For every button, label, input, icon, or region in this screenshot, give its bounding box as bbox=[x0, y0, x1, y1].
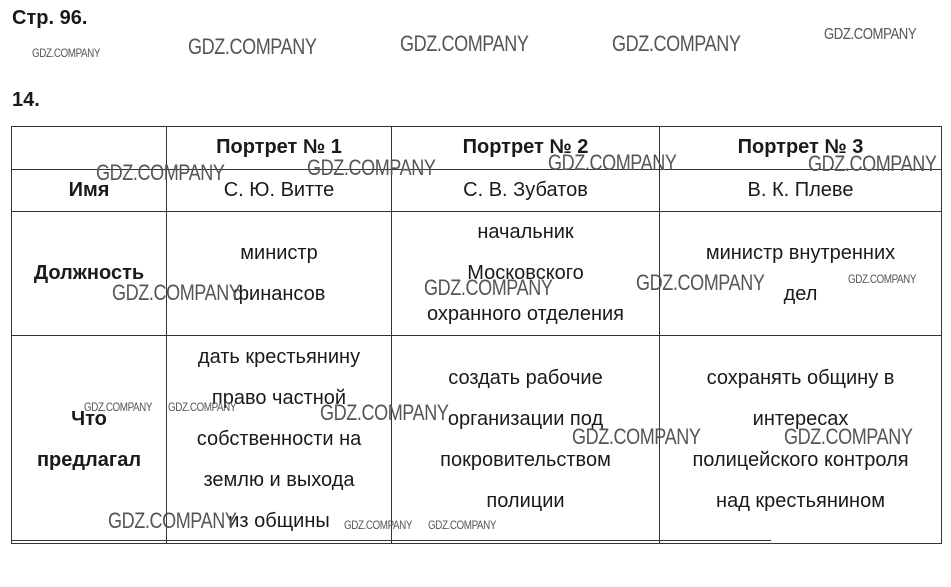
watermark: GDZ.COMPANY bbox=[428, 518, 497, 532]
header-corner-cell bbox=[12, 127, 167, 170]
watermark: GDZ.COMPANY bbox=[400, 31, 529, 56]
watermark: GDZ.COMPANY bbox=[188, 34, 317, 59]
watermark: GDZ.COMPANY bbox=[32, 46, 101, 60]
cell-proposal-3 bbox=[660, 336, 942, 544]
cell-name-2: С. В. Зубатов bbox=[392, 170, 660, 212]
cell-proposal-1-text: дать крестьянину право частной собственности на землю и выхода из общины bbox=[196, 346, 362, 532]
table-row-proposals bbox=[12, 336, 942, 544]
row-label-position bbox=[12, 212, 167, 336]
watermark: GDZ.COMPANY bbox=[344, 518, 413, 532]
watermark: GDZ.COMPANY bbox=[424, 275, 553, 300]
watermark: GDZ.COMPANY bbox=[168, 400, 237, 414]
watermark: GDZ.COMPANY bbox=[108, 508, 237, 533]
watermark: GDZ.COMPANY bbox=[84, 400, 153, 414]
row-label-name: Имя bbox=[12, 170, 167, 212]
watermark: GDZ.COMPANY bbox=[824, 26, 917, 43]
header-row bbox=[12, 127, 942, 170]
cell-proposal-2 bbox=[392, 336, 660, 544]
watermark: GDZ.COMPANY bbox=[848, 272, 917, 286]
watermark: GDZ.COMPANY bbox=[784, 424, 913, 449]
header-portrait-3: Портрет № 3 bbox=[660, 127, 942, 170]
cell-proposal-3-text: сохранять общину в интересах полицейского контроля над крестьянином bbox=[692, 366, 909, 512]
table-row-name bbox=[12, 170, 942, 212]
cell-position-1 bbox=[167, 212, 392, 336]
watermark: GDZ.COMPANY bbox=[636, 270, 765, 295]
cell-name-1: С. Ю. Витте bbox=[167, 170, 392, 212]
header-portrait-2: Портрет № 2 bbox=[392, 127, 660, 170]
comparison-table bbox=[11, 126, 942, 544]
watermark: GDZ.COMPANY bbox=[96, 160, 225, 185]
cell-position-2-text: начальник Московского охранного отделения bbox=[426, 221, 625, 325]
cell-name-3: В. К. Плеве bbox=[660, 170, 942, 212]
watermark: GDZ.COMPANY bbox=[808, 151, 937, 176]
row-label-proposals bbox=[12, 336, 167, 544]
task-number: 14. bbox=[12, 89, 40, 111]
bottom-rule bbox=[11, 540, 771, 541]
table-row-position bbox=[12, 212, 942, 336]
watermark: GDZ.COMPANY bbox=[572, 424, 701, 449]
cell-position-3-text: министр внутренних дел bbox=[705, 241, 896, 305]
watermark: GDZ.COMPANY bbox=[112, 280, 241, 305]
cell-position-3 bbox=[660, 212, 942, 336]
header-portrait-1: Портрет № 1 bbox=[167, 127, 392, 170]
watermark: GDZ.COMPANY bbox=[320, 400, 449, 425]
cell-position-2 bbox=[392, 212, 660, 336]
watermark: GDZ.COMPANY bbox=[612, 31, 741, 56]
row-label-proposals-text: Что предлагал bbox=[36, 407, 142, 471]
cell-position-1-text: министр финансов bbox=[232, 241, 326, 305]
watermark: GDZ.COMPANY bbox=[307, 155, 436, 180]
cell-proposal-1 bbox=[167, 336, 392, 544]
watermark: GDZ.COMPANY bbox=[548, 150, 677, 175]
cell-proposal-2-text: создать рабочие организации под покровительством полиции bbox=[440, 366, 611, 512]
row-label-position-text: Должность bbox=[33, 262, 145, 284]
page-heading: Стр. 96. bbox=[12, 7, 88, 29]
